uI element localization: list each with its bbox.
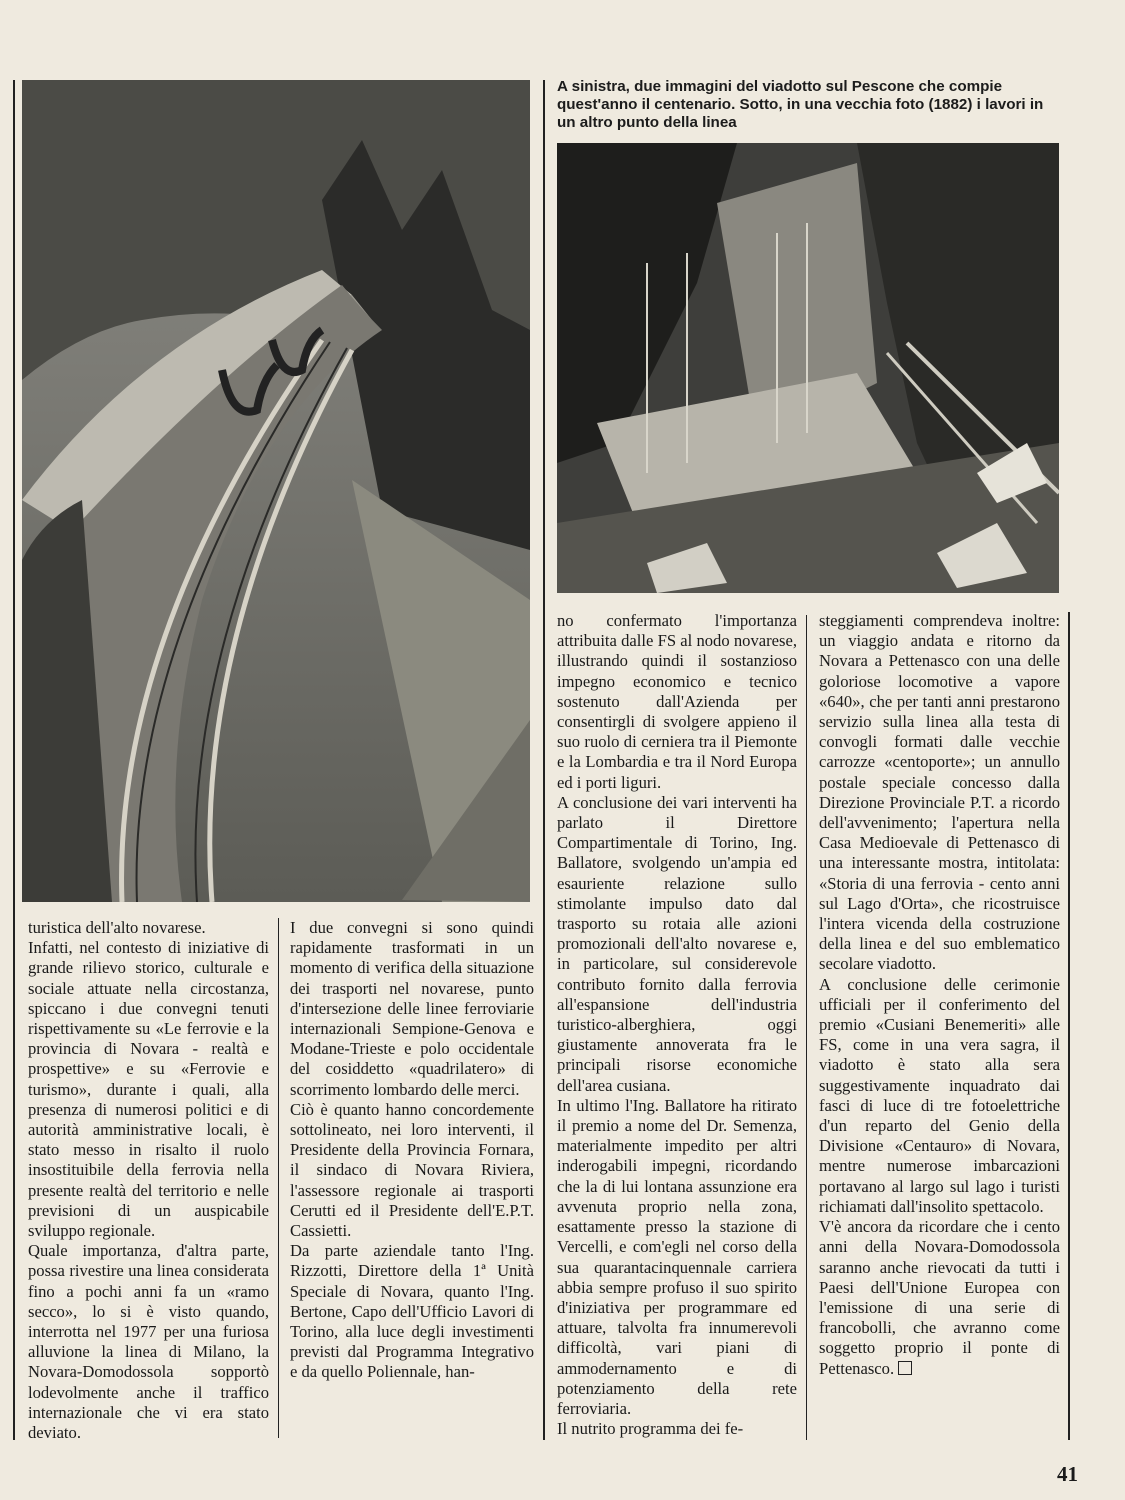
paragraph: Ciò è quanto hanno concordemente sottolineato, nei loro interventi, il Presidente della Provincia Fornara, il sindaco di Novara Riviera, l'assessore regionale ai trasporti Cerutti ed il Presidente dell'E.P.T. Cassietti. xyxy=(290,1099,534,1241)
paragraph: Il nutrito programma dei fe- xyxy=(557,1419,744,1439)
paragraph: Da parte aziendale tanto l'Ing. Rizzotti, Direttore della 1ª Unità Speciale di Novara, quanto l'Ing. Bertone, Capo dell'Ufficio Lavori di Torino, alla luce degli investimenti previsti dal Programma Integrativo e da quello Poliennale, han- xyxy=(290,1241,534,1382)
text-column-1 xyxy=(28,918,269,1443)
paragraph: I due convegni si sono quindi rapidamente trasformati in un momento di verifica della situazione dei trasporti nel novarese, punto d'intersezione delle linee ferroviarie internazionali Sempione-Genova e Modane-Trieste e polo occidentale del cosiddetto «quadrilatero» di scorrimento lombardo delle merci. xyxy=(290,918,534,1099)
column-rule-1 xyxy=(278,918,279,1438)
construction-photo-1882 xyxy=(557,143,1059,593)
text-column-3 xyxy=(557,611,797,1439)
text-column-2 xyxy=(290,918,534,1383)
paragraph: In ultimo l'Ing. Ballatore ha ritirato il premio a nome del Dr. Semenza, materialmente impedito per altri inderogabili impegni, ricordando che la di lui lontana assunzione era avvenuta proprio nella zona, esattamente presso la stazione di Vercelli, e com'egli nel corso della sua quarantacinquennale carriera abbia sempre profuso il suo spirito d'iniziativa per programmare ed attuare, talvolta fra innumerevoli difficoltà, vari piani di ammodernamento e di potenziamento della rete ferroviaria. xyxy=(557,1095,797,1418)
paragraph xyxy=(819,1217,1060,1379)
paragraph: steggiamenti comprendeva inoltre: un viaggio andata e ritorno da Novara a Pettenasco con una delle goloriose locomotive a vapore «640», che per tanti anni prestarono servizio sulla linea alla testa di convogli formati dalle vecchie carrozze «centoporte»; un annullo postale speciale concesso dalla Direzione Provinciale P.T. a ricordo dell'avvenimento; l'apertura nella Casa Medioevale di Pettenasco di una interessante mostra, intitolata: «Storia di una ferrovia - cento anni sul Lago d'Orta», che ricostruisce l'intera vicenda della costruzione della linea e del suo emblematico secolare viadotto. xyxy=(819,611,1060,974)
left-margin-rule xyxy=(13,80,15,1440)
text-column-4 xyxy=(819,611,1060,1379)
paragraph: no confermato l'importanza attribuita dalle FS al nodo novarese, illustrando quindi il sostanzioso impegno economico e tecnico sostenuto dall'Azienda per consentirgli di svolgere appieno il suo ruolo di cerniera tra il Piemonte e la Lombardia e tra il Nord Europa ed i porti liguri. xyxy=(557,611,797,792)
page-number: 41 xyxy=(1057,1462,1078,1486)
paragraph: Quale importanza, d'altra parte, possa rivestire una linea considerata fino a pochi anni fa un «ramo secco», lo si è visto quando, interrotta nel 1977 per una furiosa alluvione la linea di Milano, la Novara-Domodossola sopportò lodevolmente anche il traffico internazionale che vi era stato deviato. xyxy=(28,1241,269,1443)
photo-caption: A sinistra, due immagini del viadotto sul Pescone che compie quest'anno il centenario. Sotto, in una vecchia foto (1882) i lavori in un altro punto della linea xyxy=(557,78,1044,131)
paragraph: Infatti, nel contesto di iniziative di grande rilievo storico, culturale e sociale attuate nella circostanza, spiccano i due convegni tenuti rispettivamente su «Le ferrovie e la provincia di Novara - realtà e prospettive» e su «Ferrovie e turismo», durante i quali, alla presenza di numerosi politici e di autorità amministrative locali, è stato messo in risalto il ruolo insostituibile della ferrovia nella presente realtà del territorio e nelle previsioni di un auspicabile sviluppo regionale. xyxy=(28,938,269,1241)
paragraph: turistica dell'alto novarese. xyxy=(28,918,206,937)
square-end-mark-icon xyxy=(898,1361,912,1375)
paragraph: A conclusione delle cerimonie ufficiali per il conferimento del premio «Cusiani Benemeriti» alle FS, come in una vera sagra, il viadotto è stato alla sera suggestivamente inquadrato dai fasci di luce di tre fotoelettriche d'un reparto del Genio della Divisione «Centauro» di Novara, mentre numerose imbarcazioni portavano al largo sul lago i turisti richiamati dall'insolito spettacolo. xyxy=(819,974,1060,1216)
paragraph-text: V'è ancora da ricordare che i cento anni della Novara-Domodossola saranno anche rievocati da tutti i Paesi dell'Unione Europea con l'emissione di una serie di francobolli, che avranno come soggetto proprio il ponte di Pettenasco. xyxy=(819,1217,1060,1378)
viaduct-photo xyxy=(22,80,530,902)
column-rule-3 xyxy=(806,615,807,1440)
paragraph: A conclusione dei vari interventi ha parlato il Direttore Compartimentale di Torino, Ing. Ballatore, svolgendo un'ampia ed esauriente relazione sullo stimolante impulso dato dal trasporto su rotaia alle azioni promozionali dell'alto novarese e, in particolare, sul considerevole contributo fornito dalla ferrovia all'espansione dell'industria turistico-alberghiera, oggi giustamente annoverata fra le principali risorse economiche dell'area cusiana. xyxy=(557,792,797,1095)
column-rule-2 xyxy=(543,80,545,1440)
right-margin-rule xyxy=(1068,612,1070,1440)
